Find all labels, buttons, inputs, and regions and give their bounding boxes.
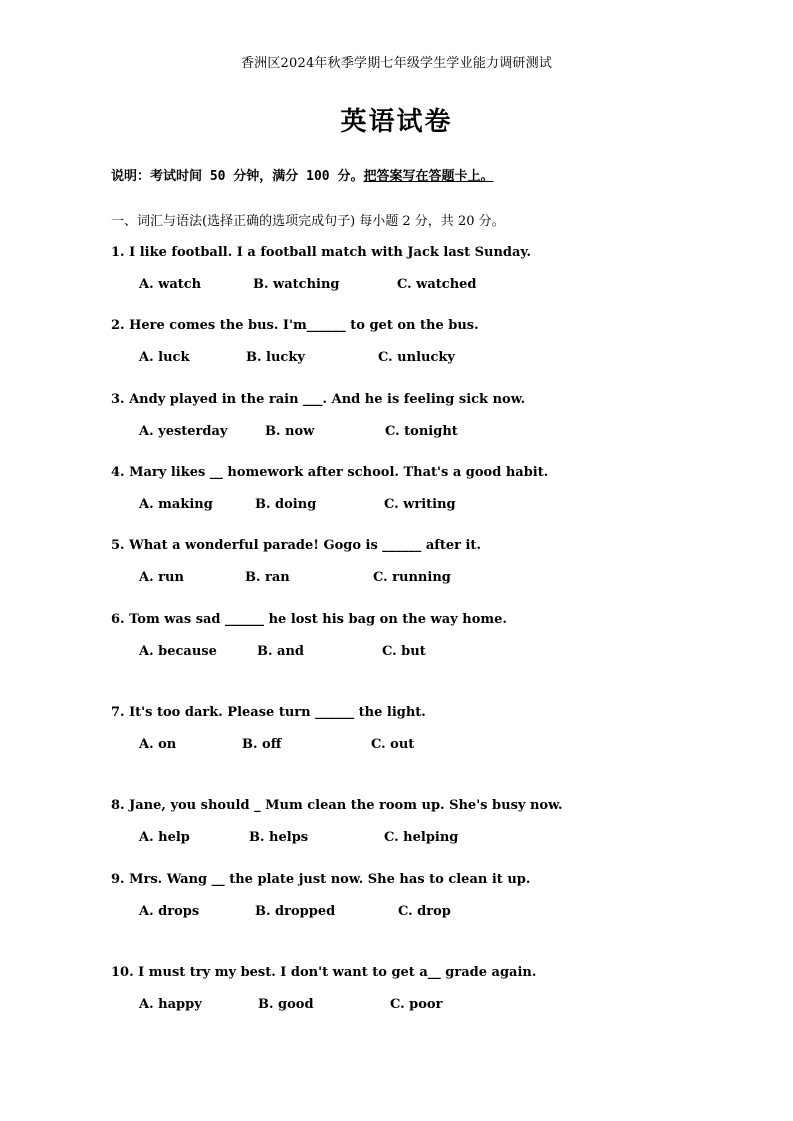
instructions-underlined: 把答案写在答题卡上。	[363, 169, 494, 184]
question-4: 4. Mary likes __ homework after school. That's a good habit.	[111, 465, 549, 480]
question-4-option-a: A. making	[139, 497, 213, 512]
exam-title: 英语试卷	[340, 107, 453, 137]
question-1: 1. I like football. I a football match with Jack last Sunday.	[111, 245, 531, 260]
question-1-option-a: A. watch	[139, 277, 202, 292]
question-9-option-a: A. drops	[139, 904, 200, 919]
question-5-option-a: A. run	[139, 570, 184, 585]
question-3-option-c: C. tonight	[385, 424, 458, 439]
question-7-option-c: C. out	[371, 737, 415, 752]
question-10-option-c: C. poor	[390, 997, 443, 1012]
question-7: 7. It's too dark. Please turn ______ the light.	[111, 705, 426, 720]
question-2-option-a: A. luck	[139, 350, 190, 365]
section-heading: 一、词汇与语法(选择正确的选项完成句子) 每小题 2 分，共 20 分。	[111, 214, 505, 229]
question-9-option-c: C. drop	[398, 904, 451, 919]
exam-header: 香洲区2024年秋季学期七年级学生学业能力调研测试	[240, 56, 553, 71]
question-8-option-a: A. help	[139, 830, 190, 845]
question-1-option-b: B. watching	[253, 277, 340, 292]
question-8-option-b: B. helps	[249, 830, 309, 845]
exam-instructions	[111, 165, 493, 184]
question-8-option-c: C. helping	[384, 830, 459, 845]
question-8: 8. Jane, you should _ Mum clean the room up. She's busy now.	[111, 798, 563, 813]
question-2-option-c: C. unlucky	[378, 350, 455, 365]
question-4-option-b: B. doing	[255, 497, 317, 512]
question-10-option-b: B. good	[258, 997, 314, 1012]
question-3-option-b: B. now	[265, 424, 315, 439]
question-7-option-b: B. off	[242, 737, 282, 752]
question-1-option-c: C. watched	[397, 277, 477, 292]
question-2: 2. Here comes the bus. I'm______ to get on the bus.	[111, 318, 479, 333]
question-6: 6. Tom was sad ______ he lost his bag on the way home.	[111, 612, 507, 627]
question-5-option-b: B. ran	[245, 570, 290, 585]
instructions-lead: 说明：考试时间 50 分钟，满分 100 分。	[111, 169, 364, 184]
question-10-option-a: A. happy	[139, 997, 202, 1012]
question-7-option-a: A. on	[139, 737, 177, 752]
question-5: 5. What a wonderful parade! Gogo is ______ after it.	[111, 538, 481, 553]
question-9: 9. Mrs. Wang __ the plate just now. She has to clean it up.	[111, 872, 531, 887]
question-3: 3. Andy played in the rain ___. And he is feeling sick now.	[111, 392, 526, 407]
question-6-option-b: B. and	[257, 644, 305, 659]
question-6-option-a: A. because	[139, 644, 217, 659]
question-4-option-c: C. writing	[384, 497, 456, 512]
question-10: 10. I must try my best. I don't want to get a__ grade again.	[111, 965, 537, 980]
question-5-option-c: C. running	[373, 570, 451, 585]
question-3-option-a: A. yesterday	[139, 424, 228, 439]
question-6-option-c: C. but	[382, 644, 426, 659]
question-2-option-b: B. lucky	[246, 350, 305, 365]
question-9-option-b: B. dropped	[255, 904, 336, 919]
